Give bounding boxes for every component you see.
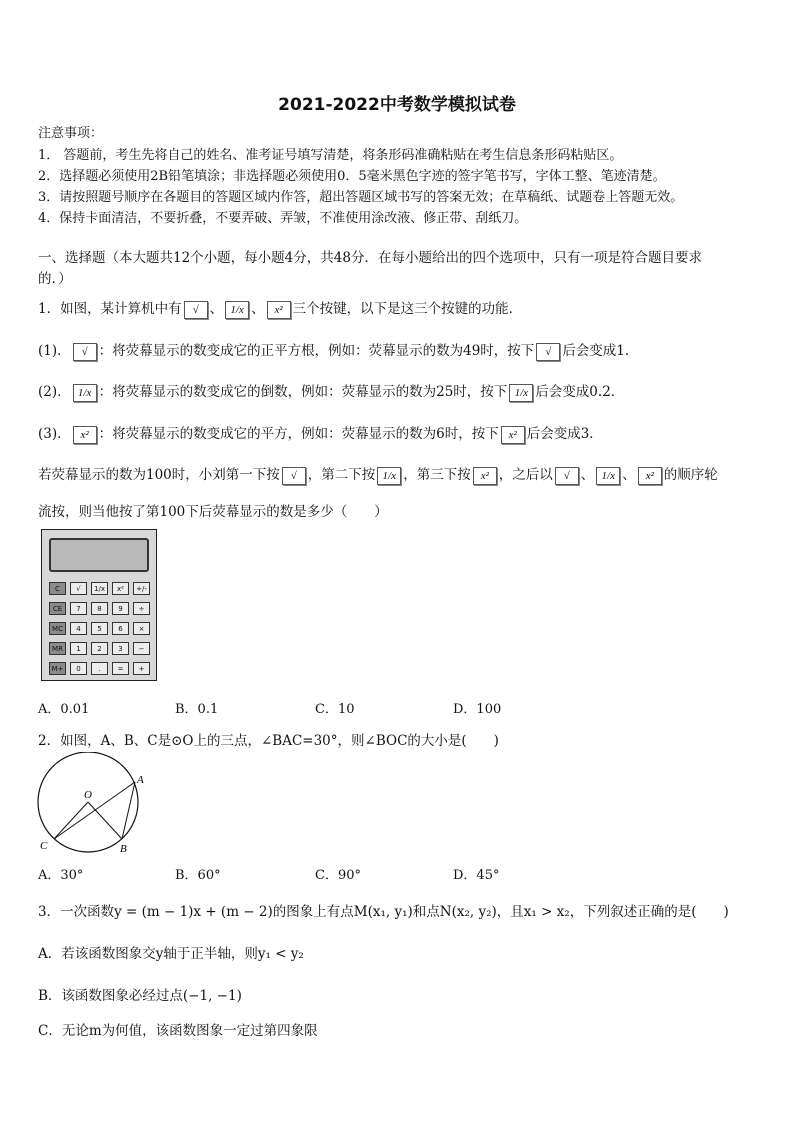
section-heading-cont: 的．） [38,271,72,287]
calculator-key: 6 [112,622,129,635]
separator: 、 [209,301,224,317]
q1-intro-text: 1．如图，某计算机中有 [38,301,182,317]
calculator-figure [41,529,157,681]
calculator-key: 1 [70,642,87,655]
calculator-key: 4 [70,622,87,635]
body-text: ，之后以 [498,467,553,483]
calculator-key: M+ [49,662,66,675]
q1-option-d: D．100 [453,702,502,717]
q1-option-c: C．10 [315,702,355,717]
note-item: 1． 答题前，考生先将自己的姓名、准考证号填写清楚，将条形码准确粘贴在考生信息条形码粘贴区。 [38,148,623,163]
calculator-key: 2 [91,642,108,655]
calculator-key: x² [112,582,129,595]
body-text: 的顺序轮 [663,467,718,483]
q1-point-3 [38,422,603,444]
body-text: ，第二下按 [307,467,376,483]
reciprocal-key-icon: 1/x [509,384,533,402]
q1-point-1 [38,339,638,361]
point-text: ：将荧幕显示的数变成它的平方，例如：荧幕显示的数为6时，按下 [98,426,499,442]
sqrt-key-icon: √ [555,467,579,485]
segment-ca [54,782,135,839]
calculator-key: 9 [112,602,129,615]
sqrt-key-icon: √ [184,301,208,319]
calculator-key: +/- [133,582,150,595]
q2-option-d: D．45° [453,868,500,883]
q1-body-cont: 流按，则当他按了第100下后荧幕显示的数是多少（ ） [38,504,388,520]
segment-co [54,802,88,839]
notes-heading: 注意事项： [38,126,104,141]
q2-option-b: B．60° [175,868,221,883]
point-label: (2)． [38,384,71,400]
q1-option-a: A．0.01 [38,702,90,717]
calculator-screen [49,538,149,572]
point-text: ：将荧幕显示的数变成它的正平方根，例如：荧幕显示的数为49时，按下 [98,343,535,359]
label-c: C [40,840,48,852]
point-text: 后会变成3． [526,426,603,442]
calculator-key: 0 [70,662,87,675]
calculator-key: MC [49,622,66,635]
reciprocal-key-icon: 1/x [377,467,401,485]
separator: 、 [580,467,595,483]
separator: 、 [622,467,636,483]
calculator-key: . [91,662,108,675]
calculator-key: ÷ [133,602,150,615]
q3-text: 3．一次函数y = (m − 1)x + (m − 2)的图象上有点M(x₁, y₁)和点N(x₂, y₂)，且x₁ > x₂，下列叙述正确的是( ) [38,904,729,920]
reciprocal-key-icon: 1/x [73,384,97,402]
calculator-key: C [49,582,66,595]
circle-diagram [34,752,154,856]
note-item: 4．保持卡面清洁，不要折叠，不要弄破、弄皱，不准使用涂改液、修正带、刮纸刀。 [38,211,528,226]
square-key-icon: x² [501,426,525,444]
section-heading: 一、选择题（本大题共12个小题，每小题4分，共48分．在每小题给出的四个选项中，只有一项是符合题目要求 [38,250,702,266]
calculator-key: = [112,662,129,675]
q1-point-2 [38,380,624,402]
page-title: 2021-2022中考数学模拟试卷 [278,95,516,115]
calculator-key: 3 [112,642,129,655]
q1-body [38,463,718,485]
point-text: ：将荧幕显示的数变成它的倒数，例如：荧幕显示的数为25时，按下 [98,384,508,400]
body-text: 若荧幕显示的数为100时，小刘第一下按 [38,467,280,483]
note-item: 3．请按照题号顺序在各题目的答题区域内作答，超出答题区域书写的答案无效；在草稿纸、试题卷上答题无效。 [38,190,684,205]
calculator-key: CE [49,602,66,615]
label-b: B [120,843,127,855]
calculator-key: MR [49,642,66,655]
square-key-icon: x² [267,301,291,319]
q2-option-a: A．30° [38,868,84,883]
reciprocal-key-icon: 1/x [225,301,249,319]
label-a: A [137,774,144,786]
sqrt-key-icon: √ [536,343,560,361]
body-text: ，第三下按 [403,467,471,483]
calculator-key: 1/x [91,582,108,595]
q3-option-b: B．该函数图象必经过点(−1, −1) [38,988,242,1004]
q2-option-c: C．90° [315,868,361,883]
q3-option-c: C．无论m为何值，该函数图象一定过第四象限 [38,1023,318,1039]
q2-text: 2．如图，A、B、C是⊙O上的三点，∠BAC=30°，则∠BOC的大小是( ) [38,733,499,749]
calculator-key: 5 [91,622,108,635]
q1-option-b: B．0.1 [175,702,219,717]
square-key-icon: x² [73,426,97,444]
calculator-key: × [133,622,150,635]
reciprocal-key-icon: 1/x [596,467,620,485]
calculator-key: 7 [70,602,87,615]
calculator-key: + [133,662,150,675]
q3-option-a: A．若该函数图象交y轴于正半轴，则y₁ < y₂ [38,946,304,962]
note-item: 2．选择题必须使用2B铅笔填涂；非选择题必须使用0．5毫米黑色字迹的签字笔书写，字体工整、笔迹清楚。 [38,169,666,184]
calculator-key: 8 [91,602,108,615]
sqrt-key-icon: √ [282,467,306,485]
separator: 、 [251,301,265,317]
q1-intro-text: 三个按键，以下是这三个按键的功能． [292,301,523,317]
label-o: O [84,789,92,801]
point-label: (1)． [38,343,71,359]
sqrt-key-icon: √ [73,343,97,361]
point-text: 后会变成0.2． [535,384,625,400]
point-text: 后会变成1． [562,343,639,359]
point-label: (3)． [38,426,71,442]
square-key-icon: x² [638,467,662,485]
square-key-icon: x² [473,467,497,485]
q1-intro [38,297,522,319]
calculator-key: √ [70,582,87,595]
calculator-key: − [133,642,150,655]
segment-ob [88,802,122,839]
